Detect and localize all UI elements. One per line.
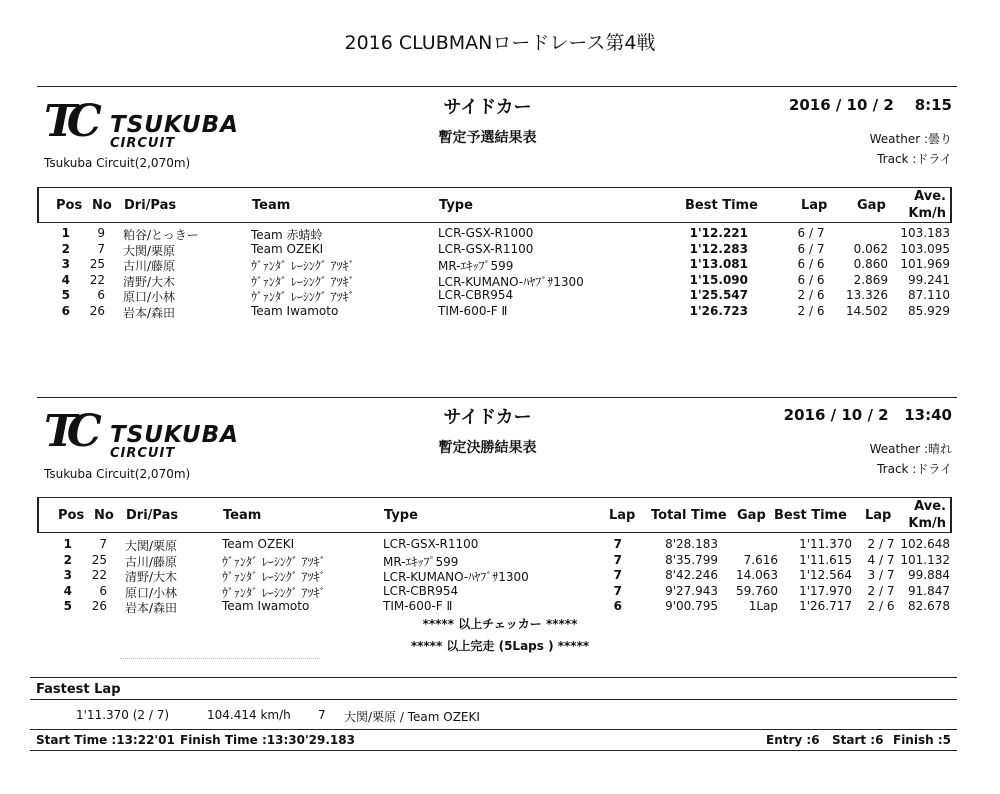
cell-team: ｳﾞｧﾝﾀﾞ ﾚｰｼﾝｸﾞ ｱﾂｷﾞ <box>251 290 355 305</box>
cell-pos: 6 <box>61 304 70 318</box>
cell-pos: 5 <box>61 288 70 303</box>
section-divider <box>37 86 957 87</box>
qual-datetime <box>789 96 952 114</box>
cell-ave: 99.241 <box>908 272 950 287</box>
final-date: 2016 / 10 / 2 <box>783 406 889 424</box>
cell-lap: 2 / 6 <box>797 304 825 318</box>
logo-text-circuit: CIRCUIT <box>110 136 176 151</box>
cell-lap: 7 <box>613 537 622 551</box>
cell-type: LCR-KUMANO-ﾊﾔﾌﾞｻ1300 <box>438 274 584 289</box>
cell-total: 8'42.246 <box>665 568 718 583</box>
cell-ave: 101.132 <box>900 552 950 567</box>
cell-ave: 82.678 <box>908 599 950 614</box>
cell-dri: 古川/藤原 <box>125 554 178 569</box>
fastest-lap-top-rule <box>30 677 957 678</box>
cell-gap: 13.326 <box>846 288 888 303</box>
qual-table-header <box>37 187 952 223</box>
cell-no: 9 <box>97 226 105 240</box>
cell-dri: 清野/大木 <box>125 570 178 585</box>
cell-no: 26 <box>91 599 107 614</box>
cell-pos: 5 <box>63 599 72 614</box>
qual-track: Track :ドライ <box>877 152 952 166</box>
circuit-name: Tsukuba Circuit(2,070m) <box>44 467 191 481</box>
col-kmh: Km/h <box>908 516 946 531</box>
cell-gap: 14.063 <box>736 568 778 583</box>
cell-best: 1'11.615 <box>799 552 852 567</box>
final-time: 13:40 <box>904 406 952 424</box>
cell-team: Team OZEKI <box>251 241 324 256</box>
final-datetime <box>784 406 952 424</box>
cell-no: 6 <box>99 583 107 598</box>
col-pos: Pos <box>56 198 83 213</box>
cell-lap: 2 / 6 <box>797 288 825 303</box>
checker-line: ***** 以上チェッカー ***** <box>422 617 578 631</box>
cell-lap: 6 <box>613 599 622 614</box>
logo-text-circuit: CIRCUIT <box>110 446 176 461</box>
cell-best: 1'12.283 <box>689 241 748 256</box>
entry-count: Entry :6 <box>766 733 820 747</box>
final-category: サイドカー <box>443 407 532 428</box>
cell-ave: 87.110 <box>908 288 950 303</box>
cell-no: 6 <box>97 288 105 303</box>
col-kmh: Km/h <box>908 206 946 221</box>
cell-lap: 7 <box>613 583 622 598</box>
footer-bottom-rule <box>30 750 957 751</box>
finish-count: Finish :5 <box>893 733 951 747</box>
cell-lap2: 2 / 7 <box>867 583 895 598</box>
cell-dri: 古川/藤原 <box>123 259 176 274</box>
fastest-lap-rider: 大関/栗原 / Team OZEKI <box>344 710 480 724</box>
cell-type: LCR-GSX-R1100 <box>383 537 479 551</box>
col-no: No <box>94 508 114 523</box>
cell-best: 1'13.081 <box>689 257 748 272</box>
col-dri: Dri/Pas <box>126 508 179 523</box>
cell-ave: 101.969 <box>900 257 950 272</box>
cell-pos: 4 <box>61 272 70 287</box>
cell-no: 25 <box>91 552 107 567</box>
cell-lap: 6 / 6 <box>797 272 825 287</box>
cell-type: LCR-KUMANO-ﾊﾔﾌﾞｻ1300 <box>383 570 529 585</box>
col-dri: Dri/Pas <box>124 198 177 213</box>
cell-dri: 原口/小林 <box>123 290 176 305</box>
cell-dri: 岩本/森田 <box>123 306 176 320</box>
cell-team: ｳﾞｧﾝﾀﾞ ﾚｰｼﾝｸﾞ ｱﾂｷﾞ <box>222 554 326 569</box>
start-count: Start :6 <box>832 733 884 747</box>
cell-lap: 6 / 7 <box>797 226 825 240</box>
cell-best: 1'12.564 <box>799 568 852 583</box>
col-ave: Ave. <box>914 189 946 204</box>
cell-total: 8'28.183 <box>665 537 718 551</box>
cell-pos: 1 <box>61 226 70 240</box>
cell-pos: 2 <box>61 241 70 256</box>
cell-team: Team Iwamoto <box>251 304 339 318</box>
cell-best: 1'12.221 <box>689 226 748 240</box>
cell-type: LCR-CBR954 <box>383 583 459 598</box>
cell-best: 1'25.547 <box>689 288 748 303</box>
finish-time: Finish Time :13:30'29.183 <box>180 733 355 747</box>
cell-lap2: 2 / 7 <box>867 537 895 551</box>
cell-gap: 14.502 <box>846 304 888 318</box>
logo-text-tsukuba: TSUKUBA <box>110 422 239 448</box>
col-team: Team <box>252 198 291 213</box>
cell-dri: 粕谷/とっきー <box>123 228 199 242</box>
cell-no: 26 <box>89 304 105 318</box>
logo-mark: TC <box>44 406 92 457</box>
cell-dri: 岩本/森田 <box>125 601 178 616</box>
cell-gap: 0.860 <box>853 257 888 272</box>
cell-pos: 1 <box>63 537 72 551</box>
cell-team: Team Iwamoto <box>222 599 310 614</box>
cell-best: 1'17.970 <box>799 583 852 598</box>
cell-pos: 2 <box>63 552 72 567</box>
col-lap: Lap <box>609 508 636 523</box>
col-gap: Gap <box>737 508 766 523</box>
cell-ave: 102.648 <box>900 537 950 551</box>
cell-ave: 99.884 <box>908 568 950 583</box>
cell-ave: 91.847 <box>908 583 950 598</box>
fastest-lap-time: 1'11.370 (2 / 7) <box>76 708 170 722</box>
cell-lap: 6 / 6 <box>797 257 825 272</box>
cell-gap: 1Lap <box>748 599 778 614</box>
cell-total: 9'00.795 <box>665 599 718 614</box>
cell-gap: 0.062 <box>853 241 888 256</box>
cell-best: 1'11.370 <box>799 537 852 551</box>
col-pos: Pos <box>58 508 85 523</box>
fastest-lap-mid-rule <box>30 699 957 700</box>
final-subtitle: 暫定決勝結果表 <box>438 440 537 456</box>
logo-mark: TC <box>44 96 92 147</box>
col-no: No <box>92 198 112 213</box>
cell-pos: 4 <box>63 583 72 598</box>
cell-best: 1'26.717 <box>799 599 852 614</box>
cell-pos: 3 <box>63 568 72 583</box>
cell-lap: 7 <box>613 568 622 583</box>
qual-date: 2016 / 10 / 2 <box>788 96 894 114</box>
circuit-name: Tsukuba Circuit(2,070m) <box>44 156 191 170</box>
cell-type: MR-ｴｷｯﾌﾟ599 <box>383 554 459 569</box>
cell-type: LCR-GSX-R1000 <box>438 226 534 240</box>
cell-no: 22 <box>89 272 105 287</box>
cell-pos: 3 <box>61 257 70 272</box>
cell-type: TIM-600-F Ⅱ <box>383 599 453 614</box>
footer-top-rule <box>30 729 957 730</box>
final-table-header <box>37 497 952 533</box>
document-title: 2016 CLUBMANロードレース第4戦 <box>344 32 656 54</box>
col-best-time: Best Time <box>685 198 758 213</box>
cell-team: ｳﾞｧﾝﾀﾞ ﾚｰｼﾝｸﾞ ｱﾂｷﾞ <box>222 585 326 600</box>
col-lap: Lap <box>801 198 828 213</box>
cell-gap: 7.616 <box>743 552 778 567</box>
cell-no: 7 <box>99 537 107 551</box>
col-type: Type <box>384 508 418 523</box>
cell-dri: 大関/栗原 <box>125 539 178 553</box>
cell-type: TIM-600-F Ⅱ <box>438 304 508 318</box>
cell-team: Team 赤蜻蛉 <box>251 228 323 242</box>
cell-lap: 6 / 7 <box>797 241 825 256</box>
col-type: Type <box>439 198 473 213</box>
col-total-time: Total Time <box>651 508 727 523</box>
faint-divider <box>120 658 320 662</box>
cell-gap: 59.760 <box>736 583 778 598</box>
fastest-lap-no: 7 <box>318 708 326 722</box>
cell-team: ｳﾞｧﾝﾀﾞ ﾚｰｼﾝｸﾞ ｱﾂｷﾞ <box>251 274 355 289</box>
section-divider <box>37 397 957 398</box>
final-weather: Weather :晴れ <box>869 442 952 456</box>
cell-dri: 原口/小林 <box>125 585 178 600</box>
start-time: Start Time :13:22'01 <box>36 733 175 747</box>
cell-dri: 清野/大木 <box>123 274 176 289</box>
cell-total: 8'35.799 <box>665 552 718 567</box>
col-team: Team <box>223 508 262 523</box>
cell-lap2: 3 / 7 <box>867 568 895 583</box>
logo-text-tsukuba: TSUKUBA <box>110 112 239 138</box>
cell-team: ｳﾞｧﾝﾀﾞ ﾚｰｼﾝｸﾞ ｱﾂｷﾞ <box>222 570 326 585</box>
fastest-lap-label: Fastest Lap <box>36 682 121 697</box>
cell-lap2: 4 / 7 <box>867 552 895 567</box>
cell-ave: 103.183 <box>900 226 950 240</box>
cell-no: 25 <box>89 257 105 272</box>
col-best-lap: Lap <box>865 508 892 523</box>
fastest-lap-speed: 104.414 km/h <box>207 708 291 722</box>
qual-time: 8:15 <box>914 96 952 114</box>
cell-lap2: 2 / 6 <box>867 599 895 614</box>
qual-category: サイドカー <box>443 97 532 118</box>
col-best-time: Best Time <box>774 508 847 523</box>
qual-subtitle: 暫定予選結果表 <box>438 130 537 146</box>
qual-weather: Weather :曇り <box>869 132 952 146</box>
cell-ave: 103.095 <box>900 241 950 256</box>
cell-total: 9'27.943 <box>665 583 718 598</box>
cell-ave: 85.929 <box>908 304 950 318</box>
cell-no: 22 <box>91 568 107 583</box>
cell-team: ｳﾞｧﾝﾀﾞ ﾚｰｼﾝｸﾞ ｱﾂｷﾞ <box>251 259 355 274</box>
cell-gap: 2.869 <box>853 272 888 287</box>
col-gap: Gap <box>857 198 886 213</box>
col-ave: Ave. <box>914 499 946 514</box>
cell-no: 7 <box>97 241 105 256</box>
finish-line: ***** 以上完走 (5Laps ) ***** <box>410 639 590 653</box>
final-track: Track :ドライ <box>877 462 952 476</box>
cell-best: 1'15.090 <box>689 272 748 287</box>
cell-lap: 7 <box>613 552 622 567</box>
cell-best: 1'26.723 <box>689 304 748 318</box>
cell-type: LCR-CBR954 <box>438 288 514 303</box>
cell-type: MR-ｴｷｯﾌﾟ599 <box>438 259 514 274</box>
cell-dri: 大関/栗原 <box>123 243 176 258</box>
cell-team: Team OZEKI <box>222 537 295 551</box>
cell-type: LCR-GSX-R1100 <box>438 241 534 256</box>
